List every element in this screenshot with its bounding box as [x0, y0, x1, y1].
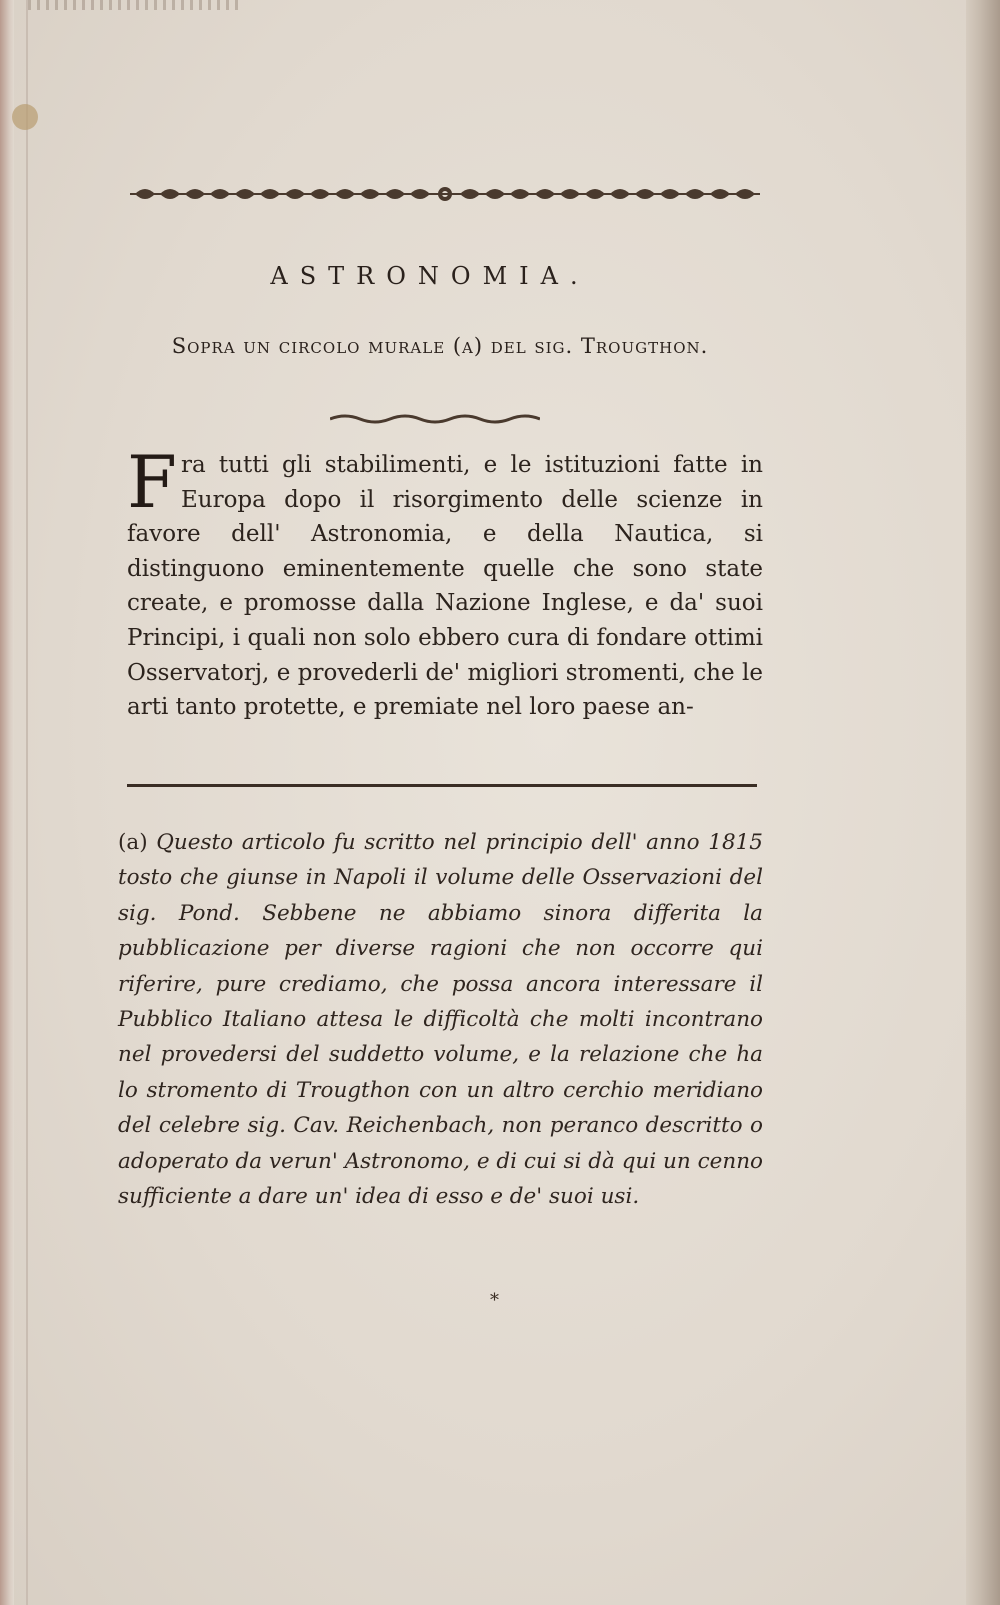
binding-edge-left [0, 0, 14, 1605]
footnote [118, 825, 763, 1214]
footnote-text: Questo articolo fu scritto nel principio dell' anno 1815 tosto che giunse in Napoli il volume delle Osservazioni del sig. Pond. Sebbene ne abbiamo sinora differita la pubblicazione per diverse ragioni che non occorre qui riferire, pure crediamo, che possa ancora interessare il Pubblico Italiano attesa le difficoltà che molti incontrano nel provedersi del suddetto volume, e la relazione che ha lo stromento di Trougthon con un altro cerchio meridiano del celebre sig. Cav. Reichenbach, non peranco descritto o adoperato da verun' Astronomo, e di cui si dà qui un cenno sufficiente a dare un' idea di esso e de' suoi usi. [118, 830, 763, 1210]
gutter-line [26, 0, 28, 1605]
footnote-marker: (a) [118, 830, 148, 855]
body-text: ra tutti gli stabilimenti, e le istituzioni fatte in Europa dopo il risorgimento delle scienze in favore dell' Astronomia, e della Nautica, si distinguono eminentemente quelle che sono state create, e promosse dalla Nazione Inglese, e da' suoi Principi, i quali non solo ebbero cura di fondare ottimi Osservatorj, e provederli de' migliori stromenti, che le arti tanto protette, e premiate nel loro paese an- [127, 452, 763, 721]
page-edge-right [966, 0, 1000, 1605]
body-paragraph [127, 440, 763, 725]
page-title: ASTRONOMIA. [270, 262, 590, 290]
headpiece-ornament [130, 180, 760, 208]
article-subtitle: Sopra un circolo murale (a) del sig. Trougthon. [171, 334, 709, 358]
paper-stain [12, 104, 38, 130]
show-through-marks [28, 0, 238, 10]
footnote-divider [127, 784, 757, 787]
decorative-rule [330, 414, 540, 424]
drop-cap: F [127, 440, 177, 524]
signature-mark: * [490, 1290, 499, 1311]
